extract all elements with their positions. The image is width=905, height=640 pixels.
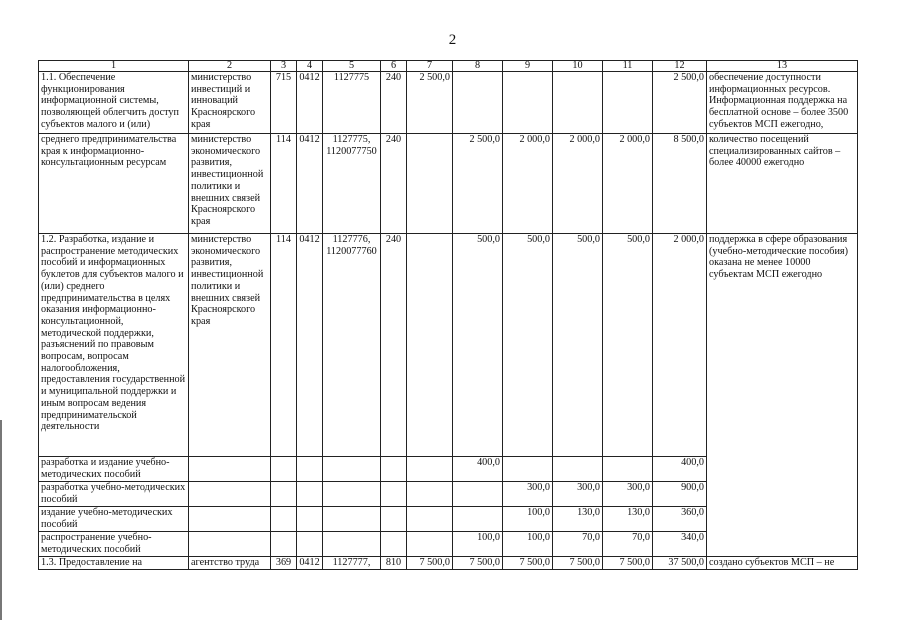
target-article-cell: 1127776, 1120077760 — [323, 234, 381, 457]
total-cell: 900,0 — [653, 482, 707, 507]
col-number: 5 — [323, 61, 381, 72]
amount-cell: 2 500,0 — [407, 72, 453, 134]
amount-cell: 500,0 — [553, 234, 603, 457]
total-cell: 2 500,0 — [653, 72, 707, 134]
expense-type-cell: 240 — [381, 234, 407, 457]
grbs-code-cell: 715 — [271, 72, 297, 134]
empty-cell — [271, 457, 297, 482]
target-article-cell: 1127777, — [323, 557, 381, 570]
empty-cell — [381, 482, 407, 507]
scan-edge-mark — [0, 420, 2, 620]
empty-cell — [323, 507, 381, 532]
amount-cell — [453, 507, 503, 532]
column-numbers-row — [39, 61, 858, 72]
empty-cell — [297, 457, 323, 482]
amount-cell: 130,0 — [603, 507, 653, 532]
activity-cell: 1.1. Обеспечение функционирования информационной системы, позволяющей облегчить доступ субъектов малого и (или) — [39, 72, 189, 134]
amount-cell: 300,0 — [553, 482, 603, 507]
grbs-code-cell: 369 — [271, 557, 297, 570]
amount-cell: 500,0 — [503, 234, 553, 457]
amount-cell: 7 500,0 — [503, 557, 553, 570]
amount-cell — [553, 457, 603, 482]
empty-cell — [407, 457, 453, 482]
amount-cell: 70,0 — [603, 532, 653, 557]
col-number: 11 — [603, 61, 653, 72]
amount-cell: 2 500,0 — [453, 134, 503, 234]
result-cell: обеспечение доступности информационных ресурсов. Информационная поддержка на бесплатной основе – более 3500 субъектов МСП ежегодно, — [707, 72, 858, 134]
target-article-cell: 1127775 — [323, 72, 381, 134]
section-code-cell: 0412 — [297, 234, 323, 457]
empty-cell — [271, 532, 297, 557]
section-code-cell: 0412 — [297, 72, 323, 134]
empty-cell — [271, 507, 297, 532]
amount-cell: 300,0 — [603, 482, 653, 507]
empty-cell — [189, 507, 271, 532]
amount-cell — [503, 72, 553, 134]
page-number: 2 — [448, 32, 457, 48]
amount-cell: 400,0 — [453, 457, 503, 482]
amount-cell — [453, 482, 503, 507]
amount-cell: 100,0 — [503, 507, 553, 532]
amount-cell: 100,0 — [453, 532, 503, 557]
executor-cell: министерство экономического развития, инвестиционной политики и внешних связей Красноярского края — [189, 134, 271, 234]
empty-cell — [189, 457, 271, 482]
col-number: 7 — [407, 61, 453, 72]
amount-cell: 7 500,0 — [407, 557, 453, 570]
sub-activity-cell: разработка учебно-методических пособий — [39, 482, 189, 507]
empty-cell — [381, 532, 407, 557]
amount-cell — [603, 457, 653, 482]
col-number: 10 — [553, 61, 603, 72]
section-code-cell: 0412 — [297, 134, 323, 234]
sub-activity-cell: разработка и издание учебно-методических пособий — [39, 457, 189, 482]
executor-cell: агентство труда — [189, 557, 271, 570]
col-number: 3 — [271, 61, 297, 72]
total-cell: 360,0 — [653, 507, 707, 532]
grbs-code-cell: 114 — [271, 234, 297, 457]
executor-cell: министерство инвестиций и инноваций Красноярского края — [189, 72, 271, 134]
amount-cell: 7 500,0 — [603, 557, 653, 570]
empty-cell — [189, 532, 271, 557]
empty-cell — [271, 482, 297, 507]
empty-cell — [189, 482, 271, 507]
empty-cell — [407, 507, 453, 532]
amount-cell — [407, 234, 453, 457]
activity-cell: среднего предпринимательства края к информационно-консультационным ресурсам — [39, 134, 189, 234]
empty-cell — [381, 457, 407, 482]
activity-cell: 1.2. Разработка, издание и распространение методических пособий и информационных буклетов для субъектов малого и (или) среднего предпринимательства в целях оказания информационно-консультационной, методической поддержки, разъяснений по правовым вопросам, вопросам налогообложения, предоставления государственной и муниципальной поддержки и иным вопросам ведения предпринимательской деятельности — [39, 234, 189, 457]
amount-cell: 130,0 — [553, 507, 603, 532]
empty-cell — [381, 507, 407, 532]
amount-cell: 7 500,0 — [453, 557, 503, 570]
amount-cell: 70,0 — [553, 532, 603, 557]
col-number: 6 — [381, 61, 407, 72]
program-activities-table — [38, 60, 858, 570]
result-cell: количество посещений специализированных сайтов – более 40000 ежегодно — [707, 134, 858, 234]
sub-activity-cell: распространение учебно-методических пособий — [39, 532, 189, 557]
result-cell: создано субъектов МСП – не — [707, 557, 858, 570]
col-number: 13 — [707, 61, 858, 72]
table-row-1-3 — [39, 557, 858, 570]
amount-cell: 2 000,0 — [503, 134, 553, 234]
amount-cell — [503, 457, 553, 482]
table-row-1-2 — [39, 234, 858, 457]
col-number: 1 — [39, 61, 189, 72]
amount-cell: 500,0 — [453, 234, 503, 457]
empty-cell — [323, 482, 381, 507]
table-row-1-1b — [39, 134, 858, 234]
empty-cell — [407, 482, 453, 507]
empty-cell — [297, 507, 323, 532]
total-cell: 8 500,0 — [653, 134, 707, 234]
amount-cell: 300,0 — [503, 482, 553, 507]
grbs-code-cell: 114 — [271, 134, 297, 234]
empty-cell — [323, 532, 381, 557]
activity-cell: 1.3. Предоставление на — [39, 557, 189, 570]
amount-cell — [453, 72, 503, 134]
total-cell: 340,0 — [653, 532, 707, 557]
empty-cell — [297, 482, 323, 507]
amount-cell: 2 000,0 — [553, 134, 603, 234]
amount-cell: 7 500,0 — [553, 557, 603, 570]
amount-cell — [603, 72, 653, 134]
empty-cell — [297, 532, 323, 557]
col-number: 12 — [653, 61, 707, 72]
total-cell: 400,0 — [653, 457, 707, 482]
expense-type-cell: 810 — [381, 557, 407, 570]
sub-activity-cell: издание учебно-методических пособий — [39, 507, 189, 532]
empty-cell — [407, 532, 453, 557]
expense-type-cell: 240 — [381, 134, 407, 234]
empty-cell — [323, 457, 381, 482]
amount-cell: 2 000,0 — [603, 134, 653, 234]
col-number: 9 — [503, 61, 553, 72]
total-cell: 2 000,0 — [653, 234, 707, 457]
amount-cell: 500,0 — [603, 234, 653, 457]
total-cell: 37 500,0 — [653, 557, 707, 570]
amount-cell: 100,0 — [503, 532, 553, 557]
target-article-cell: 1127775, 1120077750 — [323, 134, 381, 234]
table-row-1-1a — [39, 72, 858, 134]
col-number: 8 — [453, 61, 503, 72]
executor-cell: министерство экономического развития, инвестиционной политики и внешних связей Красноярского края — [189, 234, 271, 457]
section-code-cell: 0412 — [297, 557, 323, 570]
result-cell: поддержка в сфере образования (учебно-методические пособия) оказана не менее 10000 субъектам МСП ежегодно — [707, 234, 858, 557]
col-number: 4 — [297, 61, 323, 72]
amount-cell — [553, 72, 603, 134]
col-number: 2 — [189, 61, 271, 72]
amount-cell — [407, 134, 453, 234]
expense-type-cell: 240 — [381, 72, 407, 134]
